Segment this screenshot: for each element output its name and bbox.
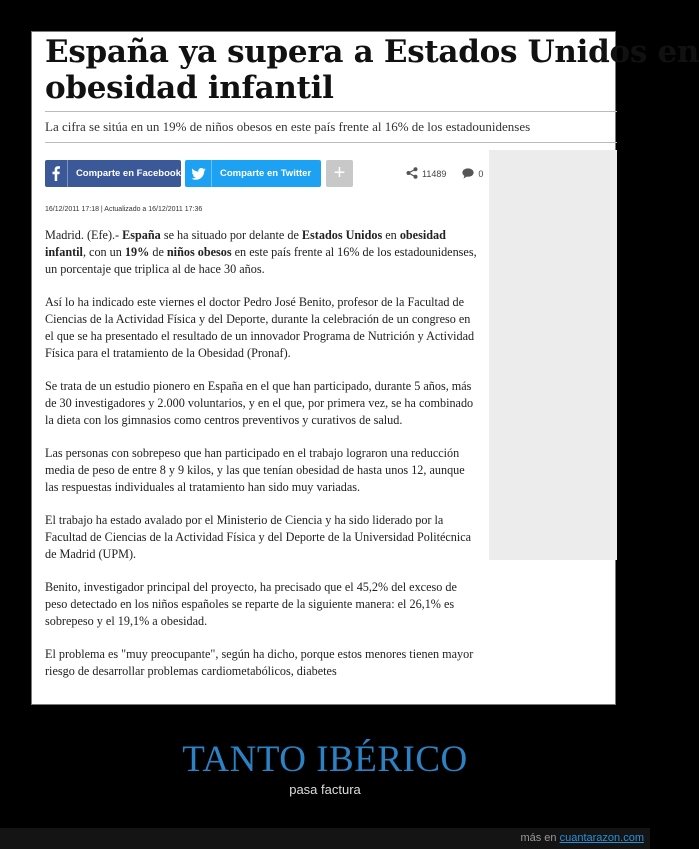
article-subtitle: La cifra se sitúa en un 19% de niños obesos en este país frente al 16% de los estadounidenses: [45, 119, 531, 134]
footer-bar: [0, 828, 650, 849]
comment-count: 0: [478, 169, 484, 179]
paragraph: Madrid. (Efe).- España se ha situado por delante de Estados Unidos en obesidad infantil, con un 19% de niños obesos en este país frente al 16% de los estadounidenses, un porcentaje que triplica al de hace 30 años.: [45, 228, 477, 276]
share-twitter-button[interactable]: [185, 160, 321, 187]
sidebar-ad-placeholder: [489, 150, 617, 560]
twitter-icon: [185, 160, 212, 187]
site-link[interactable]: cuantarazon.com: [559, 832, 644, 844]
article-headline: [45, 34, 699, 106]
share-facebook-label: Comparte en Facebook: [75, 168, 181, 179]
paragraph: El trabajo ha estado avalado por el Ministerio de Ciencia y ha sido liderado por la Facultad de Ciencias de la Actividad Física y del Deporte de la Universidad Politécnica de Madrid (UPM).: [45, 513, 472, 561]
caption-subtitle: pasa factura: [289, 782, 361, 797]
share-more-button[interactable]: [326, 160, 353, 187]
caption-title: TANTO IBÉRICO: [182, 739, 468, 780]
paragraph: Benito, investigador principal del proyecto, ha precisado que el 45,2% del exceso de peso detectado en los niños españoles se reparte de la siguiente manera: el 26,1% es sobrepeso y el 19,1% a obesidad.: [45, 580, 457, 628]
article-dateline: 16/12/2011 17:18 | Actualizado a 16/12/2011 17:36: [45, 206, 203, 213]
footer-text: [520, 832, 644, 844]
headline-line-1: España ya supera a Estados Unidos en: [45, 34, 699, 70]
paragraph: Así lo ha indicado este viernes el doctor Pedro José Benito, profesor de la Facultad de Ciencias de la Actividad Física y del Deporte, durante la celebración de un congreso en el que se ha presentado el resultado de un innovador Programa de Nutrición y Actividad Física para el tratamiento de la Obesidad (Pronaf).: [45, 295, 475, 360]
share-count: 11489: [422, 169, 447, 179]
share-twitter-label: Comparte en Twitter: [220, 168, 312, 179]
share-facebook-button[interactable]: [45, 160, 181, 187]
comment-icon[interactable]: [462, 168, 474, 181]
divider: [45, 111, 617, 112]
share-counters: [406, 167, 483, 181]
paragraph: Se trata de un estudio pionero en España en el que han participado, durante 5 años, más de 30 investigadores y 2.000 voluntarios, y en el que, por primera vez, se ha combinado la dieta con los gimnasios como centros preventivos y curativos de salud.: [45, 379, 474, 427]
footer-prefix: más en: [520, 832, 560, 844]
facebook-icon: [45, 160, 68, 187]
plus-icon: +: [333, 162, 346, 184]
article-body: [45, 227, 477, 696]
headline-line-2: obesidad infantil: [45, 70, 334, 106]
share-icon: [406, 167, 418, 181]
paragraph: Las personas con sobrepeso que han participado en el trabajo lograron una reducción media de peso de entre 8 y 9 kilos, y las que tenían obesidad de hasta unos 12, aunque las respuestas individuales al tratamiento han sido muy variadas.: [45, 446, 465, 494]
article-screenshot: [31, 31, 699, 705]
paragraph: El problema es "muy preocupante", según ha dicho, porque estos menores tienen mayor riesgo de desarrollar problemas cardiometabólicos, diabetes: [45, 647, 474, 678]
divider: [45, 142, 617, 143]
